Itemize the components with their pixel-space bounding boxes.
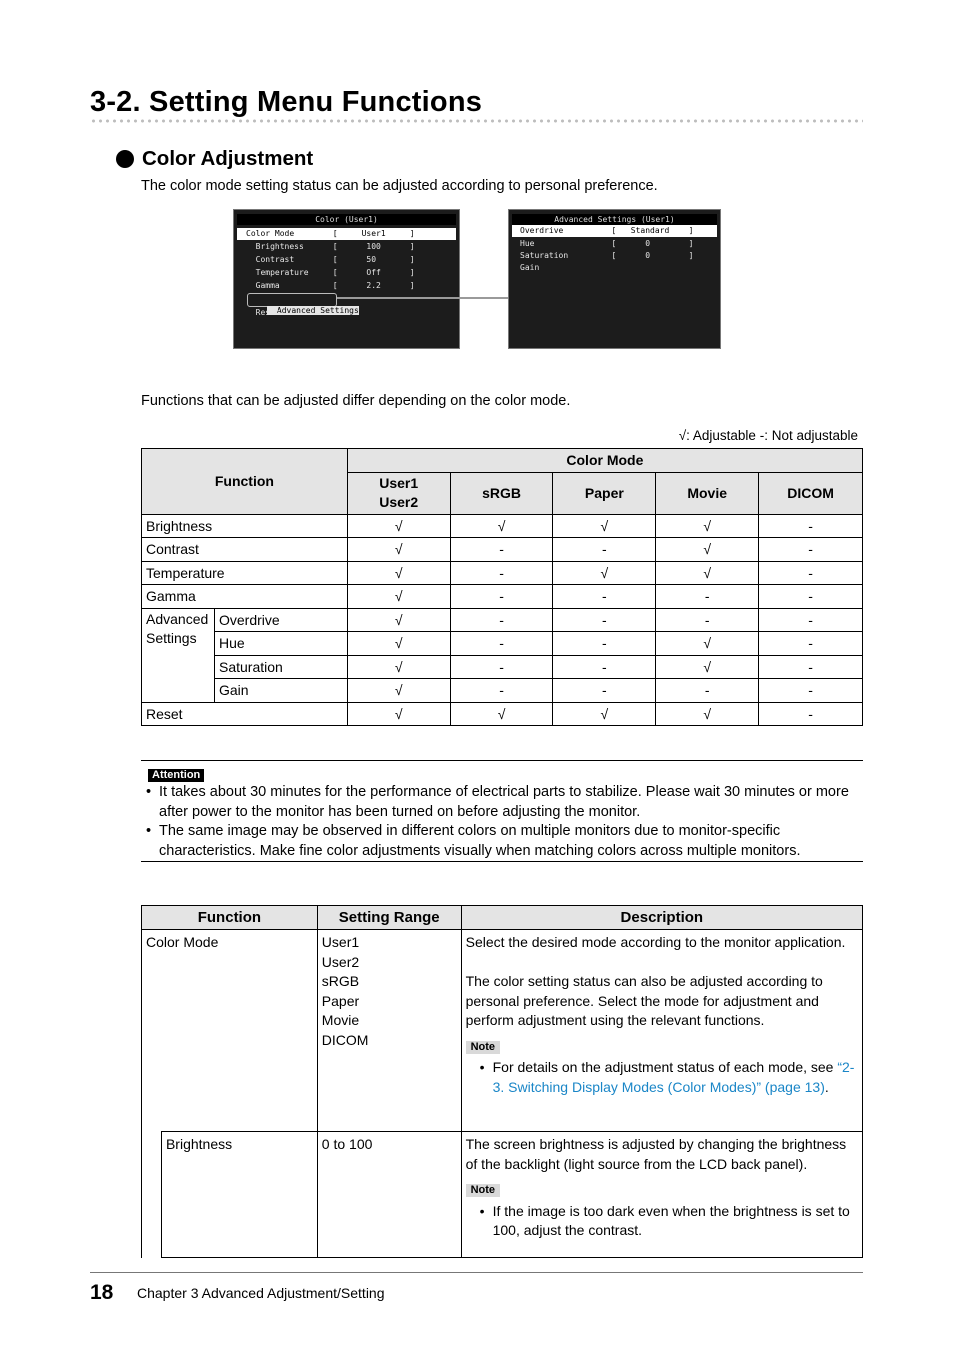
description-text: The color setting status can also be adjusted according to personal preference. Select the mode for adjustment and perform adjustment using the relevant functions. <box>465 973 823 1028</box>
table-row <box>142 514 863 538</box>
header-color-mode: Color Mode <box>347 449 862 473</box>
osd-row-brightness: Brightness [ 100 ] <box>246 242 415 251</box>
header-mode-movie: Movie <box>656 472 759 514</box>
attention-item: • The same image may be observed in different colors on multiple monitors due to monitor-specific characteristics. Make fine color adjustments visually when matching colors across multiple monitors. <box>141 822 863 861</box>
mode-value: √ <box>347 514 450 538</box>
table-row <box>142 632 863 656</box>
mode-value: √ <box>553 561 656 585</box>
osd-color-title: Color (User1) <box>237 214 456 225</box>
mode-value: - <box>759 655 863 679</box>
header-mode-dicom: DICOM <box>759 472 863 514</box>
range-color-mode <box>317 930 461 1132</box>
settings-table <box>141 905 863 1258</box>
mode-value: - <box>553 585 656 609</box>
osd-row-contrast: Contrast [ 50 ] <box>246 255 415 264</box>
osd-row-gamma: Gamma [ 2.2 ] <box>246 281 415 290</box>
note-item: • If the image is too dark even when the brightness is set to 100, adjust the contrast. <box>475 1202 858 1241</box>
range-item: User1 <box>321 934 360 950</box>
mode-value: √ <box>656 655 759 679</box>
function-name: Brightness <box>142 514 348 538</box>
header-function: Function <box>142 906 318 930</box>
mode-value: - <box>759 608 863 632</box>
mode-value: - <box>759 538 863 562</box>
mode-value: - <box>450 655 553 679</box>
function-name: Saturation <box>214 655 347 679</box>
mode-value: - <box>450 538 553 562</box>
osd-advanced-title: Advanced Settings (User1) <box>512 214 717 225</box>
header-mode-paper: Paper <box>553 472 656 514</box>
mode-value: - <box>553 679 656 703</box>
function-color-mode: Color Mode <box>142 930 318 1132</box>
function-name: Contrast <box>142 538 348 562</box>
mode-value: √ <box>347 561 450 585</box>
osd-row-gain: Gain <box>520 263 540 272</box>
mode-value: √ <box>656 632 759 656</box>
table-row <box>142 702 863 726</box>
note-label: Note <box>466 1041 500 1054</box>
mode-value: - <box>759 585 863 609</box>
page-link[interactable]: “2-3. Switching Display Modes (Color Modes)” (page 13) <box>492 1059 855 1095</box>
function-name: Temperature <box>142 561 348 585</box>
function-name: Reset <box>142 702 348 726</box>
table-row <box>142 561 863 585</box>
note-text: . <box>824 1078 829 1095</box>
header-description: Description <box>461 906 862 930</box>
mode-value: √ <box>656 702 759 726</box>
description-color-mode <box>461 930 862 1132</box>
table-row <box>142 538 863 562</box>
mode-value: - <box>656 608 759 632</box>
range-brightness: 0 to 100 <box>317 1132 461 1258</box>
header-mode-user2: User2 <box>379 494 419 510</box>
mode-value: √ <box>347 608 450 632</box>
table-row <box>142 679 863 703</box>
header-setting-range: Setting Range <box>317 906 461 930</box>
header-mode-srgb: sRGB <box>450 472 553 514</box>
table-row <box>142 655 863 679</box>
range-item: sRGB <box>321 973 360 989</box>
attention-box <box>141 760 863 862</box>
header-mode-user <box>347 472 450 514</box>
note-label: Note <box>466 1184 500 1197</box>
function-brightness: Brightness <box>161 1132 317 1258</box>
mode-value: - <box>553 655 656 679</box>
range-item: Movie <box>321 1012 360 1028</box>
mode-value: - <box>759 702 863 726</box>
mode-value: - <box>553 538 656 562</box>
section-intro: The color mode setting status can be adjusted according to personal preference. <box>141 178 658 194</box>
mode-value: - <box>759 632 863 656</box>
osd-row-overdrive: Overdrive [ Standard ] <box>512 225 717 237</box>
range-item: User2 <box>321 953 360 970</box>
color-mode-table <box>141 448 863 726</box>
page-number: 18 <box>90 1281 114 1304</box>
legend: √: Adjustable -: Not adjustable <box>678 428 858 443</box>
indent-cell <box>142 1132 162 1258</box>
mode-value: √ <box>347 538 450 562</box>
footer-rule <box>90 1272 863 1273</box>
section-title <box>116 147 313 171</box>
note-item <box>475 1058 858 1097</box>
mode-value: - <box>759 561 863 585</box>
attention-label: Attention <box>148 769 204 782</box>
function-name: Overdrive <box>214 608 347 632</box>
function-name: Gamma <box>142 585 348 609</box>
mode-value: - <box>450 561 553 585</box>
function-name: Gain <box>214 679 347 703</box>
attention-item: • It takes about 30 minutes for the performance of electrical parts to stabilize. Please wait 30 minutes or more after power to the monitor has been turned on before adjusting the monitor. <box>141 783 863 822</box>
osd-connector-line <box>337 297 509 299</box>
table-row <box>142 608 863 632</box>
page-title: 3-2. Setting Menu Functions <box>90 86 483 118</box>
mode-value: √ <box>347 702 450 726</box>
mode-value: - <box>450 608 553 632</box>
mode-value: √ <box>553 702 656 726</box>
osd-color-menu <box>233 209 460 349</box>
osd-row-color-mode: Color Mode [ User1 ] <box>237 228 456 240</box>
osd-advanced-menu <box>508 209 721 349</box>
mode-value: √ <box>347 655 450 679</box>
mode-value: - <box>553 632 656 656</box>
mode-value: - <box>656 679 759 703</box>
osd-advanced-settings-label: Advanced Settings <box>267 306 359 315</box>
note-text: For details on the adjustment status of each mode, see <box>492 1059 838 1075</box>
footer-chapter: Chapter 3 Advanced Adjustment/Setting <box>137 1285 385 1301</box>
mode-value: - <box>656 585 759 609</box>
mode-value: √ <box>553 514 656 538</box>
osd-row-reset: Reset <box>246 308 280 317</box>
mode-value: √ <box>656 538 759 562</box>
osd-row-temperature: Temperature [ Off ] <box>246 268 415 277</box>
mode-value: √ <box>656 561 759 585</box>
range-item: Paper <box>321 992 360 1009</box>
mode-value: - <box>553 608 656 632</box>
mode-value: √ <box>347 585 450 609</box>
osd-row-saturation: Saturation [ 0 ] <box>520 251 694 260</box>
header-mode-user1: User1 <box>379 475 419 491</box>
function-name: Hue <box>214 632 347 656</box>
mode-value: √ <box>347 632 450 656</box>
osd-row-hue: Hue [ 0 ] <box>520 239 694 248</box>
description-brightness <box>461 1132 862 1258</box>
mode-value: - <box>759 679 863 703</box>
range-item: DICOM <box>321 1031 369 1048</box>
header-function: Function <box>142 449 348 515</box>
group-advanced-settings: Advanced Settings <box>142 608 215 702</box>
mode-value: - <box>450 679 553 703</box>
description-text: The screen brightness is adjusted by changing the brightness of the backlight (light source from the LCD back panel). <box>465 1136 847 1172</box>
mode-value: - <box>450 632 553 656</box>
circle-bullet-icon <box>116 150 134 168</box>
title-dotted-rule <box>90 119 863 123</box>
mode-value: - <box>759 514 863 538</box>
table-row <box>142 585 863 609</box>
mode-value: √ <box>656 514 759 538</box>
functions-note: Functions that can be adjusted differ depending on the color mode. <box>141 393 571 409</box>
mode-value: √ <box>450 514 553 538</box>
mode-value: √ <box>347 679 450 703</box>
mode-value: √ <box>450 702 553 726</box>
description-text: Select the desired mode according to the monitor application. <box>465 934 846 950</box>
section-title-text: Color Adjustment <box>142 147 314 170</box>
mode-value: - <box>450 585 553 609</box>
